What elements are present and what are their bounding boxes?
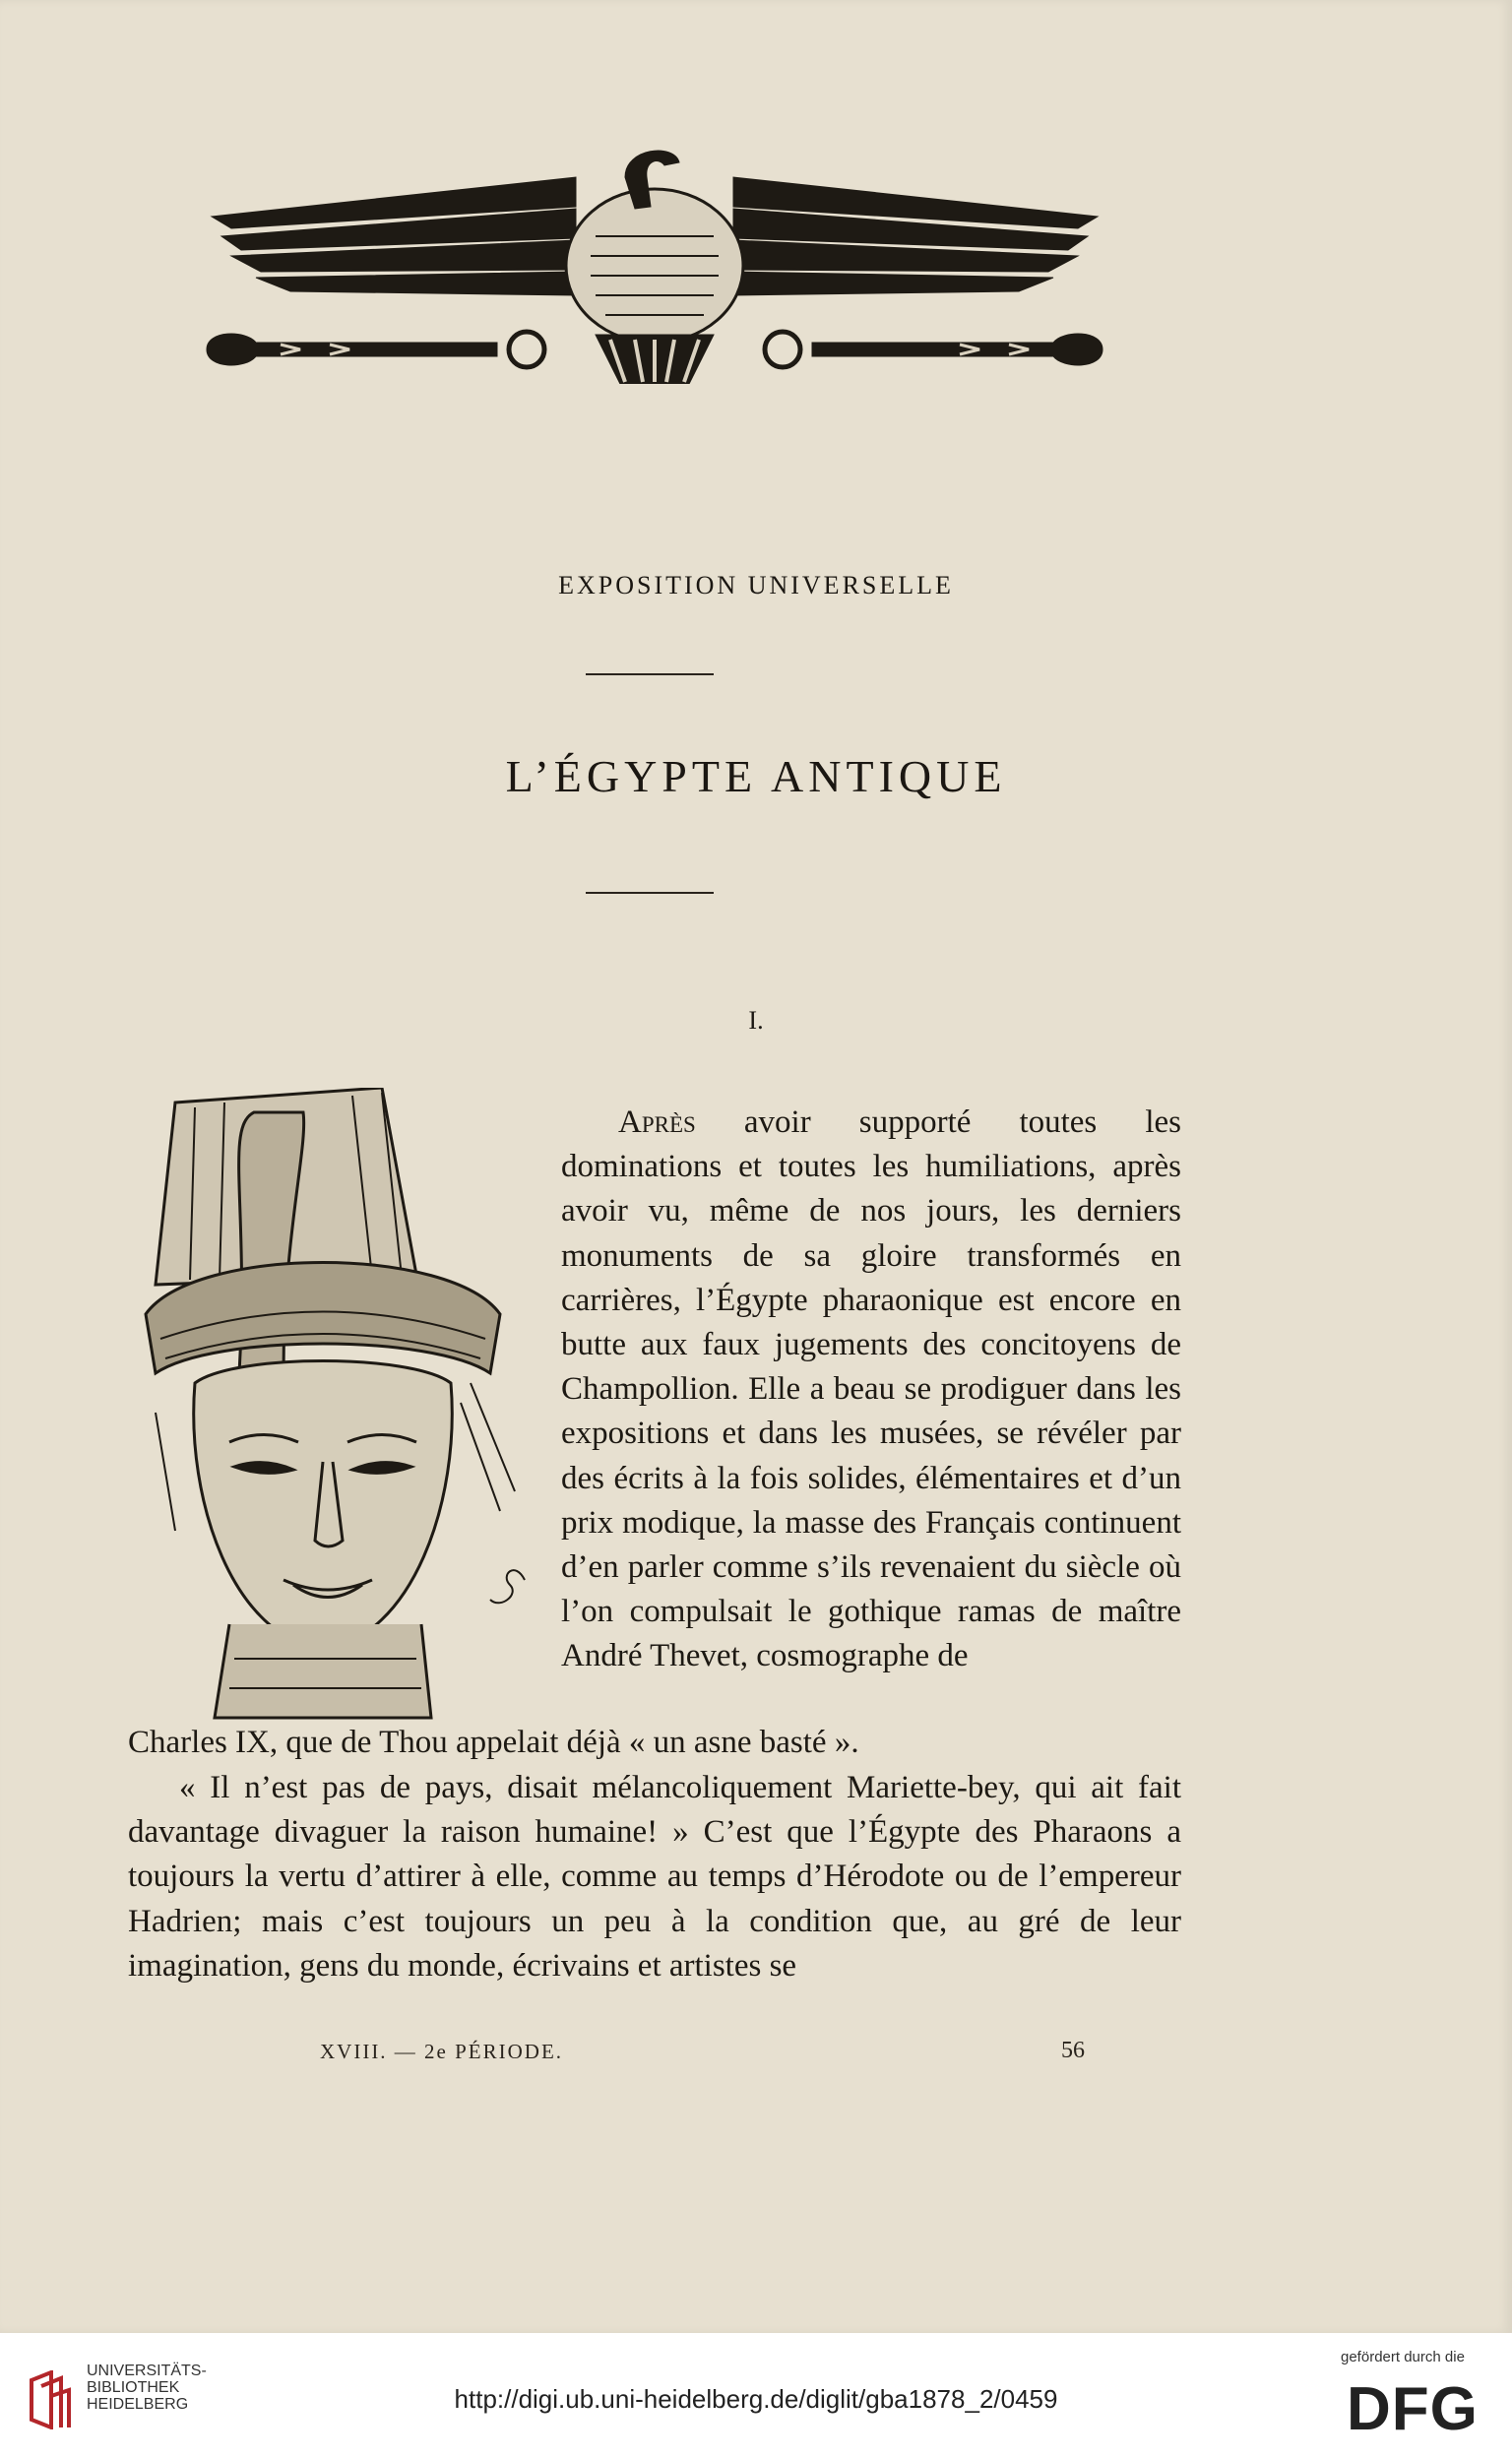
dfg-logo: DFG [1347, 2375, 1479, 2443]
page-number: 56 [1061, 2038, 1085, 2063]
paragraph-1-text: avoir supporté toutes les dominations et toutes les humiliations, après avoir vu, même de nos jours, les derniers monuments de sa gloire transformés en carrières, l’Égypte pharaonique est encore en butte aux faux jugements des concitoyens de Champollion. Elle a beau se prodiguer dans les expositions et dans les musées, se révéler par des écrits à la fois solides, élémentaires et d’un prix modique, la masse des Français continuent d’en parler comme s’ils revenaient du siècle où l’on compulsait le gothique ramas de maître André Thevet, cosmographe de [561, 1104, 1181, 1674]
library-name: UNIVERSITÄTS- BIBLIOTHEK HEIDELBERG [87, 2363, 207, 2413]
section-number: I. [748, 1006, 764, 1035]
paragraph-1-end: Charles IX, que de Thou appelait déjà « un asne basté ». [128, 1725, 859, 1760]
divider-rule [586, 892, 714, 894]
permalink-url[interactable]: http://digi.ub.uni-heidelberg.de/diglit/gba1878_2/0459 [454, 2384, 1058, 2414]
funding-caption: gefördert durch die [1341, 2349, 1465, 2365]
vulture-vignette [202, 148, 1107, 384]
divider-rule [586, 673, 714, 675]
drop-lead-word: Après [618, 1104, 696, 1140]
pharaoh-head-illustration [136, 1088, 539, 1728]
paragraph-1 [561, 1101, 1181, 1679]
series-heading: EXPOSITION UNIVERSELLE [558, 571, 954, 599]
article-title: L’ÉGYPTE ANTIQUE [505, 751, 1007, 801]
paragraph-2: « Il n’est pas de pays, disait mélancoliquement Mariette-bey, qui ait fait davantage divaguer la raison humaine! » C’est que l’Égypte des Pharaons a toujours la vertu d’attirer à elle, comme au temps d’Hérodote ou de l’empereur Hadrien; mais c’est toujours un peu à la condition que, au gré de leur imagination, gens du monde, écrivains et artistes se [128, 1770, 1181, 1984]
signature-mark: XVIII. — 2e PÉRIODE. [320, 2040, 564, 2063]
